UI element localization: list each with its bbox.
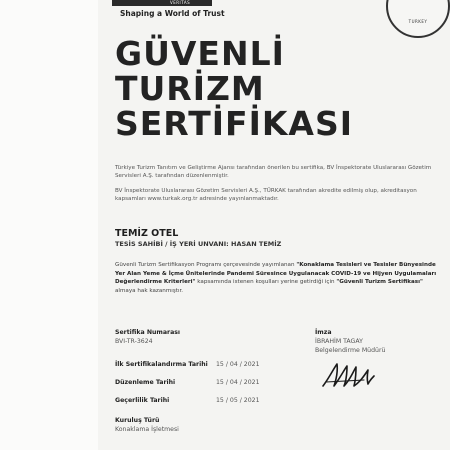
program-criteria: "Konaklama Tesisleri ve Tesisler Bünyesinde Yer Alan Yeme & İçme Ünitelerinde Pandemi Süresince Uygulanacak COVID-19 ve Hijyen Uygulamaları Değerlendirme Kriterleri" [115, 262, 437, 286]
program-text-3: almaya hak kazanmıştır. [115, 287, 184, 294]
hotel-name: TEMİZ OTEL [115, 228, 179, 239]
issue-date-value: 15 / 04 / 2021 [216, 379, 260, 386]
organization-type-value: Konaklama İşletmesi [115, 426, 179, 433]
signatory-name: İBRAHİM TAGAY [315, 338, 363, 345]
validity-date-value: 15 / 05 / 2021 [216, 397, 260, 404]
seal-text: TURKEY [408, 19, 428, 24]
title-line-3: SERTİFİKASI [115, 104, 354, 143]
program-certificate-name: "Güvenli Turizm Sertifikası" [336, 279, 423, 286]
validity-date-label: Geçerlilik Tarihi [115, 397, 170, 404]
title-line-2: TURİZM [115, 69, 265, 108]
certification-seal-icon [386, 0, 450, 38]
signatory-role: Belgelendirme Müdürü [315, 347, 386, 354]
certificate-title [115, 36, 353, 141]
brand-tag: VERITAS [170, 0, 191, 5]
organization-type-label: Kuruluş Türü [115, 417, 160, 424]
handwritten-signature [320, 358, 376, 390]
owner-line: TESİS SAHİBİ / İŞ YERİ UNVANI: HASAN TEMİZ [115, 240, 282, 248]
cert-number-label: Sertifika Numarası [115, 329, 181, 336]
intro-paragraph-2: BV İnspektorate Uluslararası Gözetim Servisleri A.Ş., TÜRKAK tarafından akredite edilmiş olup, akreditasyon kapsamları www.turkak.org.tr adresinde yayınlanmaktadır. [115, 188, 417, 202]
program-text-1: Güvenli Turizm Sertifikasyon Programı çerçevesinde yayımlanan [115, 262, 295, 268]
certificate-content [112, 0, 442, 450]
intro-paragraph-1: Türkiye Turizm Tanıtım ve Geliştirme Ajansı tarafından önerilen bu sertifika, BV İnspektorate Uluslararası Gözetim Servisleri A.Ş. tarafından düzenlenmiştir. [115, 165, 432, 179]
first-cert-date-value: 15 / 04 / 2021 [216, 361, 260, 368]
program-statement [115, 261, 445, 295]
brand-strip [112, 0, 212, 6]
tagline: Shaping a World of Trust [120, 9, 225, 18]
left-margin [0, 0, 98, 450]
title-line-1: GÜVENLİ [115, 34, 285, 73]
cert-number-value: BVI-TR-3624 [115, 338, 153, 345]
program-text-2: kapsamında istenen koşulları yerine getirdiği için [195, 279, 335, 286]
first-cert-date-label: İlk Sertifikalandırma Tarihi [115, 361, 208, 368]
issue-date-label: Düzenleme Tarihi [115, 379, 176, 386]
signature-label: İmza [315, 329, 332, 336]
